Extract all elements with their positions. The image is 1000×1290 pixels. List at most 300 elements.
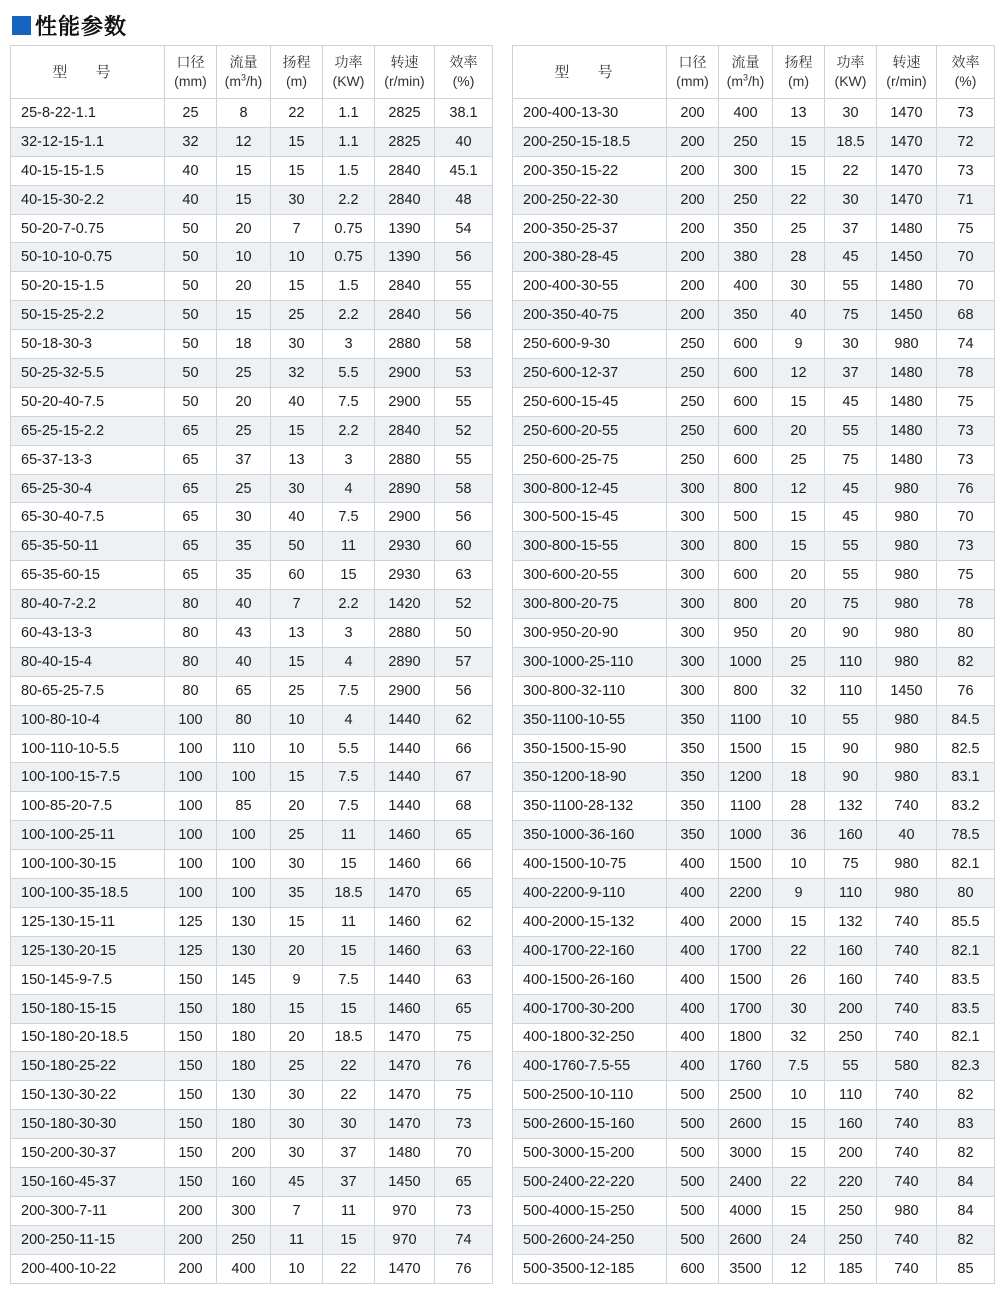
cell-flow: 43: [217, 619, 271, 648]
table-row: [513, 156, 995, 185]
table-row: [513, 850, 995, 879]
cell-speed: 2900: [375, 676, 435, 705]
cell-model: 65-35-50-11: [11, 532, 165, 561]
cell-caliber: 300: [667, 647, 719, 676]
cell-power: 200: [825, 994, 877, 1023]
cell-power: 30: [825, 99, 877, 128]
table-row: [11, 965, 493, 994]
cell-head: 22: [773, 185, 825, 214]
cell-flow: 35: [217, 532, 271, 561]
cell-caliber: 150: [165, 1052, 217, 1081]
cell-speed: 1450: [877, 676, 937, 705]
cell-power: 37: [825, 359, 877, 388]
cell-flow: 100: [217, 821, 271, 850]
cell-model: 500-3000-15-200: [513, 1139, 667, 1168]
cell-flow: 1500: [719, 850, 773, 879]
cell-speed: 2840: [375, 301, 435, 330]
spec-table-left: [10, 45, 493, 1284]
cell-speed: 980: [877, 532, 937, 561]
cell-power: 110: [825, 676, 877, 705]
cell-speed: 2840: [375, 272, 435, 301]
cell-power: 22: [825, 156, 877, 185]
cell-efficiency: 56: [435, 676, 493, 705]
cell-model: 65-25-30-4: [11, 474, 165, 503]
cell-power: 18.5: [323, 879, 375, 908]
cell-model: 150-160-45-37: [11, 1167, 165, 1196]
cell-model: 300-800-12-45: [513, 474, 667, 503]
cell-power: 1.5: [323, 272, 375, 301]
cell-power: 200: [825, 1139, 877, 1168]
cell-power: 37: [825, 214, 877, 243]
cell-efficiency: 75: [435, 1081, 493, 1110]
cell-head: 9: [271, 965, 323, 994]
cell-model: 150-130-30-22: [11, 1081, 165, 1110]
cell-head: 22: [773, 1167, 825, 1196]
cell-flow: 380: [719, 243, 773, 272]
cell-head: 32: [271, 359, 323, 388]
table-row: [513, 821, 995, 850]
cell-speed: 740: [877, 1254, 937, 1283]
cell-caliber: 200: [667, 99, 719, 128]
cell-speed: 980: [877, 763, 937, 792]
cell-efficiency: 58: [435, 474, 493, 503]
cell-model: 25-8-22-1.1: [11, 99, 165, 128]
cell-flow: 600: [719, 330, 773, 359]
table-row: [513, 503, 995, 532]
cell-power: 11: [323, 1196, 375, 1225]
cell-model: 400-2200-9-110: [513, 879, 667, 908]
cell-flow: 2000: [719, 907, 773, 936]
cell-speed: 1450: [877, 243, 937, 272]
cell-power: 55: [825, 532, 877, 561]
cell-efficiency: 70: [937, 243, 995, 272]
table-row: [11, 676, 493, 705]
table-row: [11, 387, 493, 416]
cell-efficiency: 48: [435, 185, 493, 214]
cell-head: 20: [773, 619, 825, 648]
table-row: [513, 1167, 995, 1196]
cell-flow: 1100: [719, 705, 773, 734]
cell-speed: 580: [877, 1052, 937, 1081]
cell-power: 132: [825, 792, 877, 821]
cell-model: 350-1200-18-90: [513, 763, 667, 792]
cell-model: 300-1000-25-110: [513, 647, 667, 676]
cell-model: 100-80-10-4: [11, 705, 165, 734]
cell-head: 15: [271, 416, 323, 445]
cell-model: 150-180-25-22: [11, 1052, 165, 1081]
cell-flow: 800: [719, 676, 773, 705]
cell-efficiency: 80: [937, 619, 995, 648]
cell-caliber: 350: [667, 734, 719, 763]
cell-power: 90: [825, 763, 877, 792]
table-row: [11, 907, 493, 936]
cell-flow: 8: [217, 99, 271, 128]
cell-caliber: 125: [165, 936, 217, 965]
table-body-left: [11, 99, 493, 1284]
cell-flow: 20: [217, 387, 271, 416]
cell-power: 4: [323, 705, 375, 734]
cell-caliber: 500: [667, 1167, 719, 1196]
cell-speed: 1470: [877, 99, 937, 128]
cell-power: 55: [825, 1052, 877, 1081]
cell-power: 75: [825, 590, 877, 619]
cell-speed: 2840: [375, 156, 435, 185]
col-header-model: 型 号: [513, 46, 667, 99]
cell-flow: 600: [719, 561, 773, 590]
cell-efficiency: 73: [435, 1196, 493, 1225]
cell-power: 250: [825, 1023, 877, 1052]
cell-model: 125-130-15-11: [11, 907, 165, 936]
cell-speed: 740: [877, 965, 937, 994]
cell-head: 20: [271, 1023, 323, 1052]
cell-caliber: 50: [165, 214, 217, 243]
cell-head: 15: [773, 907, 825, 936]
cell-caliber: 50: [165, 243, 217, 272]
cell-power: 90: [825, 619, 877, 648]
cell-head: 20: [271, 936, 323, 965]
cell-model: 200-350-25-37: [513, 214, 667, 243]
cell-head: 10: [773, 705, 825, 734]
table-row: [11, 127, 493, 156]
cell-power: 30: [825, 185, 877, 214]
cell-flow: 180: [217, 994, 271, 1023]
cell-head: 50: [271, 532, 323, 561]
cell-speed: 2840: [375, 185, 435, 214]
cell-flow: 2600: [719, 1225, 773, 1254]
cell-model: 400-2000-15-132: [513, 907, 667, 936]
cell-model: 125-130-20-15: [11, 936, 165, 965]
table-row: [513, 1139, 995, 1168]
table-row: [513, 619, 995, 648]
cell-flow: 1200: [719, 763, 773, 792]
cell-speed: 980: [877, 879, 937, 908]
table-row: [11, 445, 493, 474]
table-row: [11, 272, 493, 301]
cell-efficiency: 45.1: [435, 156, 493, 185]
header-row: [11, 46, 493, 99]
cell-caliber: 200: [667, 243, 719, 272]
cell-caliber: 200: [667, 185, 719, 214]
col-header-flow: 流量 $(m^3/h)$: [719, 46, 773, 99]
cell-speed: 1480: [375, 1139, 435, 1168]
cell-power: 160: [825, 821, 877, 850]
cell-flow: 300: [217, 1196, 271, 1225]
cell-head: 20: [773, 590, 825, 619]
cell-flow: 40: [217, 647, 271, 676]
cell-efficiency: 82.1: [937, 1023, 995, 1052]
cell-flow: 600: [719, 416, 773, 445]
title-text: 性能参数: [35, 14, 128, 40]
cell-flow: 180: [217, 1052, 271, 1081]
cell-flow: 400: [719, 99, 773, 128]
cell-caliber: 150: [165, 1139, 217, 1168]
cell-caliber: 200: [667, 301, 719, 330]
cell-caliber: 200: [667, 127, 719, 156]
cell-head: 25: [773, 445, 825, 474]
cell-head: 26: [773, 965, 825, 994]
cell-caliber: 100: [165, 705, 217, 734]
cell-power: 90: [825, 734, 877, 763]
cell-speed: 2825: [375, 127, 435, 156]
cell-flow: 600: [719, 445, 773, 474]
cell-model: 100-100-15-7.5: [11, 763, 165, 792]
cell-model: 50-25-32-5.5: [11, 359, 165, 388]
cell-model: 80-40-15-4: [11, 647, 165, 676]
cell-model: 150-200-30-37: [11, 1139, 165, 1168]
cell-efficiency: 78.5: [937, 821, 995, 850]
cell-flow: 180: [217, 1110, 271, 1139]
cell-caliber: 50: [165, 387, 217, 416]
cell-model: 40-15-15-1.5: [11, 156, 165, 185]
cell-efficiency: 82.3: [937, 1052, 995, 1081]
cell-model: 500-3500-12-185: [513, 1254, 667, 1283]
cell-efficiency: 68: [937, 301, 995, 330]
table-row: [513, 474, 995, 503]
cell-model: 500-2600-15-160: [513, 1110, 667, 1139]
cell-head: 10: [773, 1081, 825, 1110]
cell-speed: 2880: [375, 330, 435, 359]
table-row: [11, 301, 493, 330]
cell-caliber: 50: [165, 272, 217, 301]
cell-speed: 1420: [375, 590, 435, 619]
cell-power: 1.5: [323, 156, 375, 185]
cell-flow: 800: [719, 590, 773, 619]
table-row: [11, 1110, 493, 1139]
table-row: [513, 1225, 995, 1254]
cell-power: 55: [825, 561, 877, 590]
cell-caliber: 250: [667, 359, 719, 388]
cell-speed: 740: [877, 936, 937, 965]
cell-head: 15: [773, 156, 825, 185]
cell-model: 65-37-13-3: [11, 445, 165, 474]
cell-caliber: 300: [667, 619, 719, 648]
table-row: [11, 1196, 493, 1225]
table-row: [513, 965, 995, 994]
cell-efficiency: 85.5: [937, 907, 995, 936]
cell-flow: 1500: [719, 965, 773, 994]
cell-model: 300-800-20-75: [513, 590, 667, 619]
cell-model: 200-300-7-11: [11, 1196, 165, 1225]
cell-speed: 980: [877, 705, 937, 734]
cell-head: 10: [773, 850, 825, 879]
cell-efficiency: 73: [937, 99, 995, 128]
cell-model: 60-43-13-3: [11, 619, 165, 648]
cell-caliber: 300: [667, 561, 719, 590]
cell-flow: 15: [217, 301, 271, 330]
cell-model: 400-1700-22-160: [513, 936, 667, 965]
cell-speed: 1470: [375, 879, 435, 908]
cell-caliber: 400: [667, 994, 719, 1023]
cell-efficiency: 63: [435, 965, 493, 994]
cell-speed: 1470: [877, 185, 937, 214]
cell-speed: 1470: [375, 1023, 435, 1052]
cell-head: 15: [271, 907, 323, 936]
cell-model: 200-350-40-75: [513, 301, 667, 330]
cell-model: 300-950-20-90: [513, 619, 667, 648]
cell-caliber: 150: [165, 1167, 217, 1196]
cell-power: 45: [825, 503, 877, 532]
table-row: [513, 705, 995, 734]
cell-model: 80-65-25-7.5: [11, 676, 165, 705]
cell-caliber: 200: [165, 1254, 217, 1283]
cell-caliber: 400: [667, 879, 719, 908]
cell-power: 18.5: [323, 1023, 375, 1052]
cell-efficiency: 54: [435, 214, 493, 243]
cell-caliber: 32: [165, 127, 217, 156]
cell-model: 150-180-20-18.5: [11, 1023, 165, 1052]
cell-model: 400-1500-10-75: [513, 850, 667, 879]
cell-head: 30: [271, 1110, 323, 1139]
table-row: [513, 301, 995, 330]
cell-model: 200-380-28-45: [513, 243, 667, 272]
table-row: [513, 1196, 995, 1225]
table-row: [513, 99, 995, 128]
cell-model: 100-85-20-7.5: [11, 792, 165, 821]
cell-speed: 740: [877, 792, 937, 821]
cell-power: 15: [323, 994, 375, 1023]
cell-caliber: 65: [165, 416, 217, 445]
cell-flow: 1760: [719, 1052, 773, 1081]
table-row: [11, 619, 493, 648]
cell-flow: 130: [217, 936, 271, 965]
cell-head: 15: [271, 647, 323, 676]
cell-head: 25: [773, 647, 825, 676]
cell-speed: 2890: [375, 474, 435, 503]
cell-head: 15: [773, 1110, 825, 1139]
cell-caliber: 50: [165, 301, 217, 330]
cell-power: 45: [825, 474, 877, 503]
table-row: [11, 1081, 493, 1110]
cell-caliber: 300: [667, 590, 719, 619]
cell-model: 500-2600-24-250: [513, 1225, 667, 1254]
cell-efficiency: 75: [435, 1023, 493, 1052]
cell-efficiency: 66: [435, 850, 493, 879]
table-row: [11, 850, 493, 879]
cell-efficiency: 83.2: [937, 792, 995, 821]
cell-efficiency: 71: [937, 185, 995, 214]
cell-model: 400-1800-32-250: [513, 1023, 667, 1052]
cell-efficiency: 82: [937, 1225, 995, 1254]
cell-power: 30: [323, 1110, 375, 1139]
cell-power: 5.5: [323, 734, 375, 763]
cell-efficiency: 82: [937, 1139, 995, 1168]
cell-speed: 980: [877, 619, 937, 648]
table-row: [11, 879, 493, 908]
cell-power: 75: [825, 301, 877, 330]
cell-efficiency: 76: [435, 1254, 493, 1283]
cell-efficiency: 84.5: [937, 705, 995, 734]
cell-efficiency: 82.1: [937, 936, 995, 965]
cell-power: 132: [825, 907, 877, 936]
cell-efficiency: 73: [435, 1110, 493, 1139]
cell-head: 36: [773, 821, 825, 850]
cell-flow: 950: [719, 619, 773, 648]
cell-speed: 1450: [877, 301, 937, 330]
cell-efficiency: 55: [435, 445, 493, 474]
cell-model: 350-1100-28-132: [513, 792, 667, 821]
cell-caliber: 65: [165, 445, 217, 474]
cell-head: 15: [773, 1196, 825, 1225]
cell-flow: 350: [719, 301, 773, 330]
cell-caliber: 65: [165, 503, 217, 532]
table-row: [11, 532, 493, 561]
cell-speed: 740: [877, 994, 937, 1023]
cell-speed: 1460: [375, 850, 435, 879]
table-row: [513, 445, 995, 474]
cell-power: 11: [323, 532, 375, 561]
cell-head: 10: [271, 705, 323, 734]
table-row: [11, 503, 493, 532]
cell-head: 20: [271, 792, 323, 821]
cell-efficiency: 85: [937, 1254, 995, 1283]
cell-speed: 1470: [375, 1254, 435, 1283]
table-row: [513, 792, 995, 821]
cell-flow: 30: [217, 503, 271, 532]
cell-head: 28: [773, 243, 825, 272]
cell-power: 4: [323, 647, 375, 676]
cell-caliber: 400: [667, 1052, 719, 1081]
cell-flow: 110: [217, 734, 271, 763]
cell-efficiency: 56: [435, 503, 493, 532]
cell-model: 300-800-32-110: [513, 676, 667, 705]
col-header-caliber: 口径 (mm): [165, 46, 217, 99]
cell-speed: 1470: [877, 127, 937, 156]
cell-flow: 100: [217, 763, 271, 792]
cell-speed: 1470: [375, 1081, 435, 1110]
cell-head: 9: [773, 879, 825, 908]
cell-head: 30: [271, 474, 323, 503]
table-row: [11, 156, 493, 185]
cell-head: 7: [271, 590, 323, 619]
cell-speed: 1390: [375, 243, 435, 272]
cell-model: 300-500-15-45: [513, 503, 667, 532]
cell-caliber: 80: [165, 676, 217, 705]
table-row: [513, 532, 995, 561]
cell-caliber: 100: [165, 850, 217, 879]
cell-speed: 740: [877, 1110, 937, 1139]
cell-flow: 130: [217, 907, 271, 936]
cell-speed: 980: [877, 590, 937, 619]
cell-power: 2.2: [323, 590, 375, 619]
table-row: [513, 127, 995, 156]
table-row: [11, 994, 493, 1023]
cell-speed: 1450: [375, 1167, 435, 1196]
cell-caliber: 40: [165, 185, 217, 214]
cell-power: 5.5: [323, 359, 375, 388]
cell-speed: 2900: [375, 503, 435, 532]
cell-efficiency: 52: [435, 416, 493, 445]
cell-power: 22: [323, 1254, 375, 1283]
cell-caliber: 100: [165, 763, 217, 792]
cell-caliber: 80: [165, 647, 217, 676]
cell-efficiency: 55: [435, 387, 493, 416]
cell-caliber: 500: [667, 1081, 719, 1110]
cell-speed: 1480: [877, 359, 937, 388]
cell-efficiency: 72: [937, 127, 995, 156]
header-row: [513, 46, 995, 99]
cell-caliber: 400: [667, 965, 719, 994]
table-row: [11, 1052, 493, 1081]
cell-model: 500-4000-15-250: [513, 1196, 667, 1225]
cell-head: 40: [271, 503, 323, 532]
cell-caliber: 150: [165, 965, 217, 994]
col-header-head: 扬程 (m): [271, 46, 323, 99]
table-row: [513, 1052, 995, 1081]
cell-efficiency: 83.5: [937, 994, 995, 1023]
table-row: [513, 1081, 995, 1110]
cell-efficiency: 83.5: [937, 965, 995, 994]
cell-head: 13: [271, 619, 323, 648]
